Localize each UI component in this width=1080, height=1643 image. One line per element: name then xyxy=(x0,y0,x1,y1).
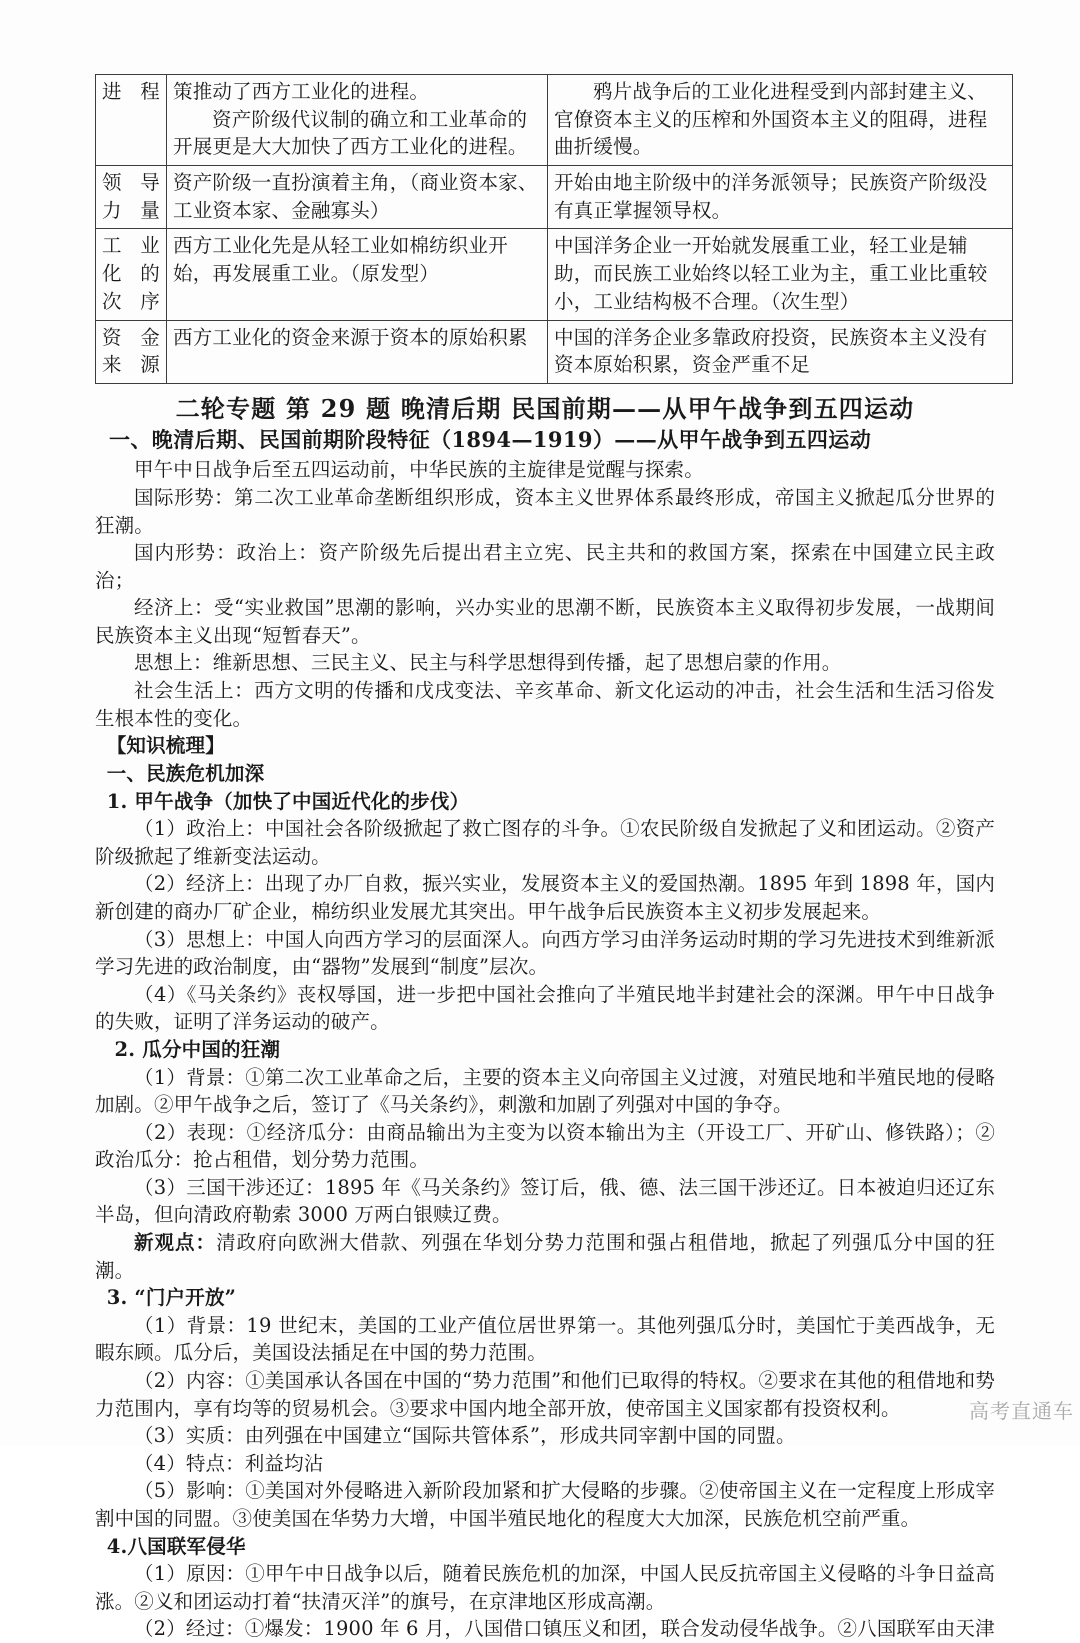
paragraph-2-1: （1）背景：①第二次工业革命之后，主要的资本主义向帝国主义过渡，对殖民地和半殖民地的侵略加剧。②甲午战争之后，签订了《马关条约》，刺激和加剧了列强对中国的争夺。 xyxy=(95,1065,995,1117)
cell-west-process xyxy=(167,75,548,166)
paragraph-3-3: （3）实质：由列强在中国建立“国际共管体系”，形成共同宰割中国的同盟。 xyxy=(134,1424,796,1448)
heading-item-3: 3. “门户开放” xyxy=(106,1286,237,1310)
cell-china-process xyxy=(548,75,1013,166)
row-label-process: 进程 xyxy=(96,75,167,166)
paragraph-2-3: （3）三国干涉还辽：1895 年《马关条约》签订后，俄、德、法三国干涉还辽。日本被迫归还辽东半岛，但向清政府勒索 3000 万两白银赎辽费。 xyxy=(95,1175,995,1227)
paragraph-1-2: （2）经济上：出现了办厂自救，振兴实业，发展资本主义的爱国热潮。1895 年到 1898 年，国内新创建的商办厂矿企业，棉纺织业发展尤其突出。甲午战争后民族资本主义初步发展起来。 xyxy=(95,872,995,923)
row-label-funding: 资金来源 xyxy=(96,320,167,383)
paragraph-1-1: （1）政治上：中国社会各阶级掀起了救亡图存的斗争。①农民阶级自发掀起了义和团运动。②资产阶级掀起了维新变法运动。 xyxy=(95,817,995,868)
paragraph-3-1: （1）背景：19 世纪末，美国的工业产值位居世界第一。其他列强瓜分时，美国忙于美西战争，无暇东顾。瓜分后，美国设法插足在中国的势力范围。 xyxy=(95,1313,995,1365)
cell-west-leadership: 资产阶级一直扮演着主角，（商业资本家、工业资本家、金融寡头） xyxy=(167,166,548,229)
paragraph-1-4: （4）《马关条约》丧权辱国，进一步把中国社会推向了半殖民地半封建社会的深渊。甲午中日战争的失败，证明了洋务运动的破产。 xyxy=(95,982,995,1034)
paragraph-social-life: 社会生活上：西方文明的传播和戊戌变法、辛亥革命、新文化运动的冲击，社会生活和生活习俗发生根本性的变化。 xyxy=(95,679,995,730)
comparison-table xyxy=(95,74,1013,384)
section-title: 二轮专题 第 29 题 晚清后期 民国前期——从甲午战争到五四运动 xyxy=(175,393,915,423)
cell-west-order: 西方工业化先是从轻工业如棉纺织业开始，再发展重工业。（原发型） xyxy=(167,229,548,320)
table-row xyxy=(96,320,1013,383)
cell-line: 策推动了西方工业化的进程。 xyxy=(173,80,430,103)
cell-west-funding: 西方工业化的资金来源于资本的原始积累 xyxy=(167,320,548,383)
paragraph-3-2: （2）内容：①美国承认各国在中国的“势力范围”和他们已取得的特权。②要求在其他的租借地和势力范围内，享有均等的贸易机会。③要求中国内地全部开放，使帝国主义国家都有投资权利。 xyxy=(95,1369,995,1420)
heading-item-1: 1. 甲午战争（加快了中国近代化的步伐） xyxy=(106,789,470,813)
heading-item-2: 2. 瓜分中国的狂潮 xyxy=(114,1037,281,1061)
paragraph-domestic-situation: 国内形势：政治上：资产阶级先后提出君主立宪、民主共和的救国方案，探索在中国建立民主政治； xyxy=(95,541,995,592)
heading-item-4: 4.八国联军侵华 xyxy=(106,1534,246,1558)
document-content xyxy=(95,74,995,1643)
cell-china-leadership: 开始由地主阶级中的洋务派领导；民族资产阶级没有真正掌握领导权。 xyxy=(548,166,1013,229)
paragraph-international-situation: 国际形势：第二次工业革命垄断组织形成，资本主义世界体系最终形成，帝国主义掀起瓜分世界的狂潮。 xyxy=(95,485,995,537)
table-row xyxy=(96,229,1013,320)
heading-section-one: 一、民族危机加深 xyxy=(106,761,265,785)
cell-line: 资产阶级代议制的确立和工业革命的开展更是大大加快了西方工业化的进程。 xyxy=(173,107,528,159)
cell-china-order: 中国洋务企业一开始就发展重工业，轻工业是辅助，而民族工业始终以轻工业为主，重工业比重较小，工业结构极不合理。（次生型） xyxy=(548,229,1013,320)
new-viewpoint-text: 清政府向欧洲大借款、列强在华划分势力范围和强占租借地，掀起了列强瓜分中国的狂潮。 xyxy=(95,1231,995,1282)
watermark: 高考直通车 xyxy=(969,1399,1074,1423)
section-subtitle: 一、晚清后期、民国前期阶段特征（1894—1919）——从甲午战争到五四运动 xyxy=(109,427,872,453)
table-row xyxy=(96,75,1013,166)
paragraph-3-5: （5）影响：①美国对外侵略进入新阶段加紧和扩大侵略的步骤。②使帝国主义在一定程度上形成宰割中国的同盟。③使美国在华势力大增，中国半殖民地化的程度大大加深，民族危机空前严重。 xyxy=(95,1479,995,1530)
new-viewpoint-label: 新观点： xyxy=(134,1231,217,1255)
paragraph-intro: 甲午中日战争后至五四运动前，中华民族的主旋律是觉醒与探索。 xyxy=(134,458,704,482)
paragraph-2-2: （2）表现：①经济瓜分：由商品输出为主变为以资本输出为主（开设工厂、开矿山、修铁路）；②政治瓜分：抢占租借，划分势力范围。 xyxy=(95,1120,995,1172)
paragraph-economy: 经济上：受“实业救国”思潮的影响，兴办实业的思潮不断，民族资本主义取得初步发展，一战期间民族资本主义出现“短暂春天”。 xyxy=(95,596,995,647)
row-label-order: 工业化的次序 xyxy=(96,229,167,320)
cell-china-funding: 中国的洋务企业多靠政府投资，民族资本主义没有资本原始积累，资金严重不足 xyxy=(548,320,1013,383)
row-label-leadership: 领导力量 xyxy=(96,166,167,229)
paragraph-4-1: （1）原因：①甲午中日战争以后，随着民族危机的加深，中国人民反抗帝国主义侵略的斗争日益高涨。②义和团运动打着“扶清灭洋”的旗号，在京津地区形成高潮。 xyxy=(95,1562,995,1613)
paragraph-4-2: （2）经过：①爆发：1900 年 6 月，八国借口镇压义和团，联合发动侵华战争。②八国联军由天津 xyxy=(134,1617,995,1641)
table-row xyxy=(96,166,1013,229)
cell-line: 鸦片战争后的工业化进程受到内部封建主义、官僚资本主义的压榨和外国资本主义的阻碍，进程曲折缓慢。 xyxy=(554,80,988,159)
heading-knowledge-review: 【知识梳理】 xyxy=(106,734,225,758)
paragraph-new-viewpoint xyxy=(95,1229,995,1284)
paragraph-thought: 思想上：维新思想、三民主义、民主与科学思想得到传播，起了思想启蒙的作用。 xyxy=(134,651,842,675)
paragraph-3-4: （4）特点：利益均沾 xyxy=(134,1451,324,1475)
paragraph-1-3: （3）思想上：中国人向西方学习的层面深人。向西方学习由洋务运动时期的学习先进技术到维新派学习先进的政治制度，由“器物”发展到“制度”层次。 xyxy=(95,927,995,979)
